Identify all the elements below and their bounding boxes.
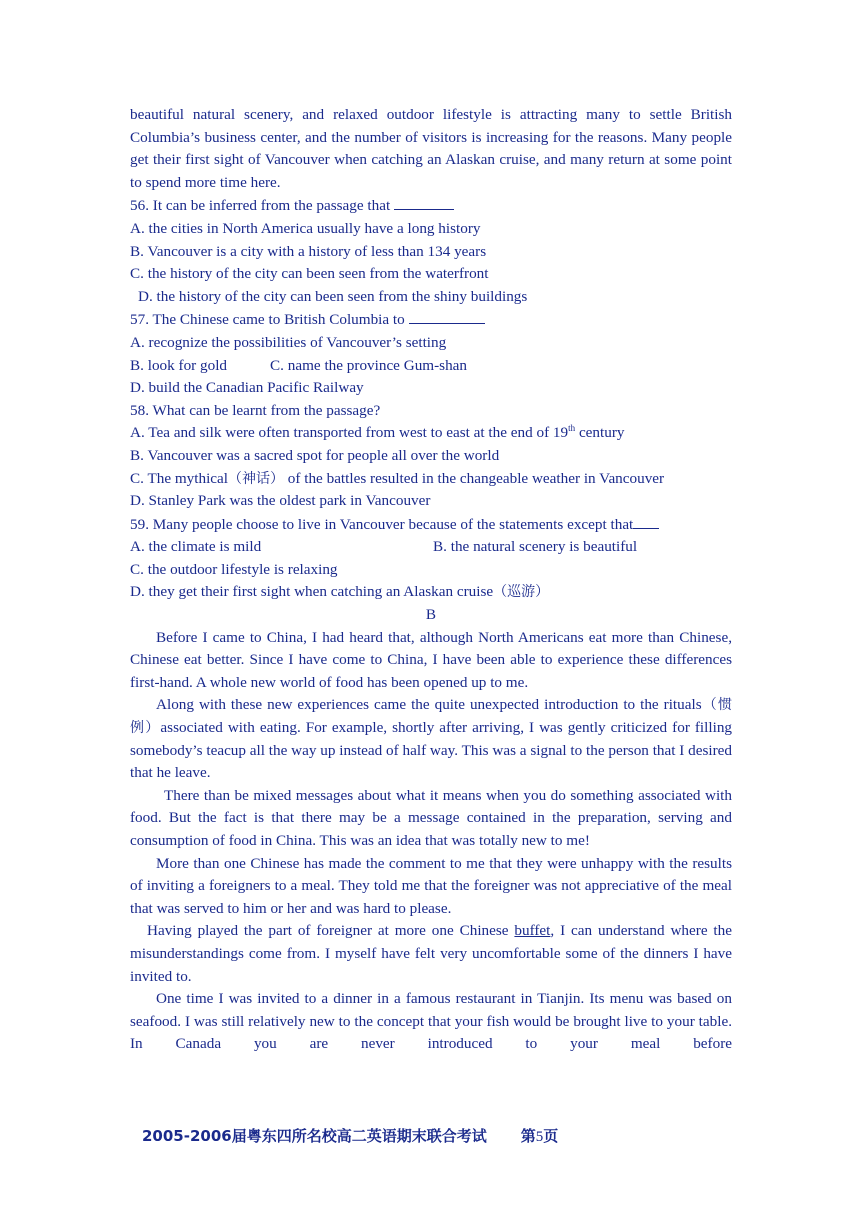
question-57 [130, 308, 732, 399]
page-footer [142, 1125, 558, 1146]
option-58-b: B. Vancouver was a sacred spot for people all over the world [130, 446, 500, 464]
option-57-b: B. look for gold [130, 356, 228, 374]
question-59 [130, 513, 732, 604]
option-59-c: C. the outdoor lifestyle is relaxing [130, 560, 338, 578]
option-56-d: D. the history of the city can been seen from the shiny buildings [138, 287, 528, 305]
option-58-a-tail: century [575, 424, 625, 442]
exam-title: 2005-2006届粤东四所名校高二英语期末联合考试 [142, 1127, 487, 1145]
passage-b-paragraph-5 [130, 920, 732, 988]
option-56-c: C. the history of the city can been seen from the waterfront [130, 265, 489, 283]
question-56-stem-text: 56. It can be inferred from the passage that [130, 197, 394, 215]
passage-b-paragraph-2 [130, 694, 732, 784]
option-58-d: D. Stanley Park was the oldest park in Vancouver [130, 492, 431, 510]
page-label-suffix: 页 [543, 1127, 559, 1145]
answer-blank [633, 513, 659, 529]
option-57-bc-row [130, 355, 732, 378]
paragraph-5-text: Having played the part of foreigner at more one Chinese [147, 922, 515, 940]
page-number-value: 5 [535, 1129, 544, 1145]
passage-b-paragraph-6: One time I was invited to a dinner in a famous restaurant in Tianjin. Its menu was based on seafood. I was still relatively new to the concept that your fish would be brought live to your table. In Canada you are never introduced to your meal before [130, 990, 732, 1053]
question-57-stem-text: 57. The Chinese came to British Columbia to [130, 311, 409, 329]
section-b-heading: B [425, 606, 437, 624]
page-number [521, 1127, 559, 1145]
question-58-stem: 58. What can be learnt from the passage? [130, 401, 381, 419]
passage-b [130, 627, 732, 1056]
option-56-b: B. Vancouver is a city with a history of less than 134 years [130, 242, 487, 260]
option-58-c [130, 468, 732, 491]
question-59-stem-text: 59. Many people choose to live in Vancouver because of the statements except that [130, 515, 634, 533]
option-59-d [130, 581, 732, 604]
question-57-stem [130, 308, 732, 332]
chinese-gloss: （惯例） [130, 697, 732, 737]
answer-blank [394, 194, 454, 210]
question-56 [130, 194, 732, 308]
chinese-gloss: （巡游） [493, 584, 550, 601]
passage-b-paragraph-3: There than be mixed messages about what it means when you do something associated with food. But the fact is that there may be a message contained in the preparation, serving and consumption of food in China. This was an idea that was totally new to me! [130, 786, 732, 849]
paragraph-2-tail: associated with eating. For example, shortly after arriving, I was gently criticized for filling somebody’s teacup all the way up instead of half way. This was a signal to the person that I desired that he leave. [130, 719, 733, 782]
chinese-gloss: （神话） [228, 470, 284, 487]
passage-a-closing-paragraph: beautiful natural scenery, and relaxed outdoor lifestyle is attracting many to settle British Columbia’s business center, and the number of visitors is increasing for the reasons. Many people get their first sight of Vancouver when catching an Alaskan cruise, and many return at some point to spend more time here. [130, 106, 732, 191]
option-59-ab-row [130, 536, 732, 559]
question-59-stem [130, 513, 732, 537]
option-57-d: D. build the Canadian Pacific Railway [130, 379, 364, 397]
page-label-prefix: 第 [520, 1127, 536, 1145]
exam-page-content [130, 104, 732, 1056]
underlined-word: buffet [514, 922, 551, 940]
option-59-d-text: D. they get their first sight when catching an Alaskan cruise [130, 583, 494, 601]
option-57-c: C. name the province Gum-shan [270, 356, 467, 374]
passage-b-paragraph-4: More than one Chinese has made the comment to me that they were unhappy with the results of inviting a foreigners to a meal. They told me that the foreigner was not appreciative of the meal that was served to him or her and was hard to please. [130, 854, 732, 917]
option-58-a-text: A. Tea and silk were often transported from west to east at the end of 19 [130, 424, 569, 442]
passage-b-paragraph-1: Before I came to China, I had heard that, although North Americans eat more than Chinese, Chinese eat better. Since I have come to China, I have been able to experience these differences first-hand. A whole new world of food has been opened up to me. [130, 628, 732, 691]
option-58-a [130, 422, 732, 445]
option-59-a: A. the climate is mild [130, 538, 262, 556]
option-58-c-text: C. The mythical [130, 469, 228, 487]
option-57-a: A. recognize the possibilities of Vancouver’s setting [130, 333, 447, 351]
option-59-b: B. the natural scenery is beautiful [433, 538, 638, 556]
question-56-stem [130, 194, 732, 218]
option-58-c-tail: of the battles resulted in the changeable weather in Vancouver [284, 469, 665, 487]
ordinal-suffix: th [568, 423, 576, 434]
option-56-a: A. the cities in North America usually have a long history [130, 219, 481, 237]
paragraph-2-text: Along with these new experiences came the quite unexpected introduction to the rituals [156, 696, 702, 714]
answer-blank [409, 308, 485, 324]
paragraph-5-tail: , I can understand where the misunderstandings come from. I myself have felt very uncomfortable some of the dinners I have invited to. [130, 922, 732, 985]
question-58 [130, 400, 732, 513]
